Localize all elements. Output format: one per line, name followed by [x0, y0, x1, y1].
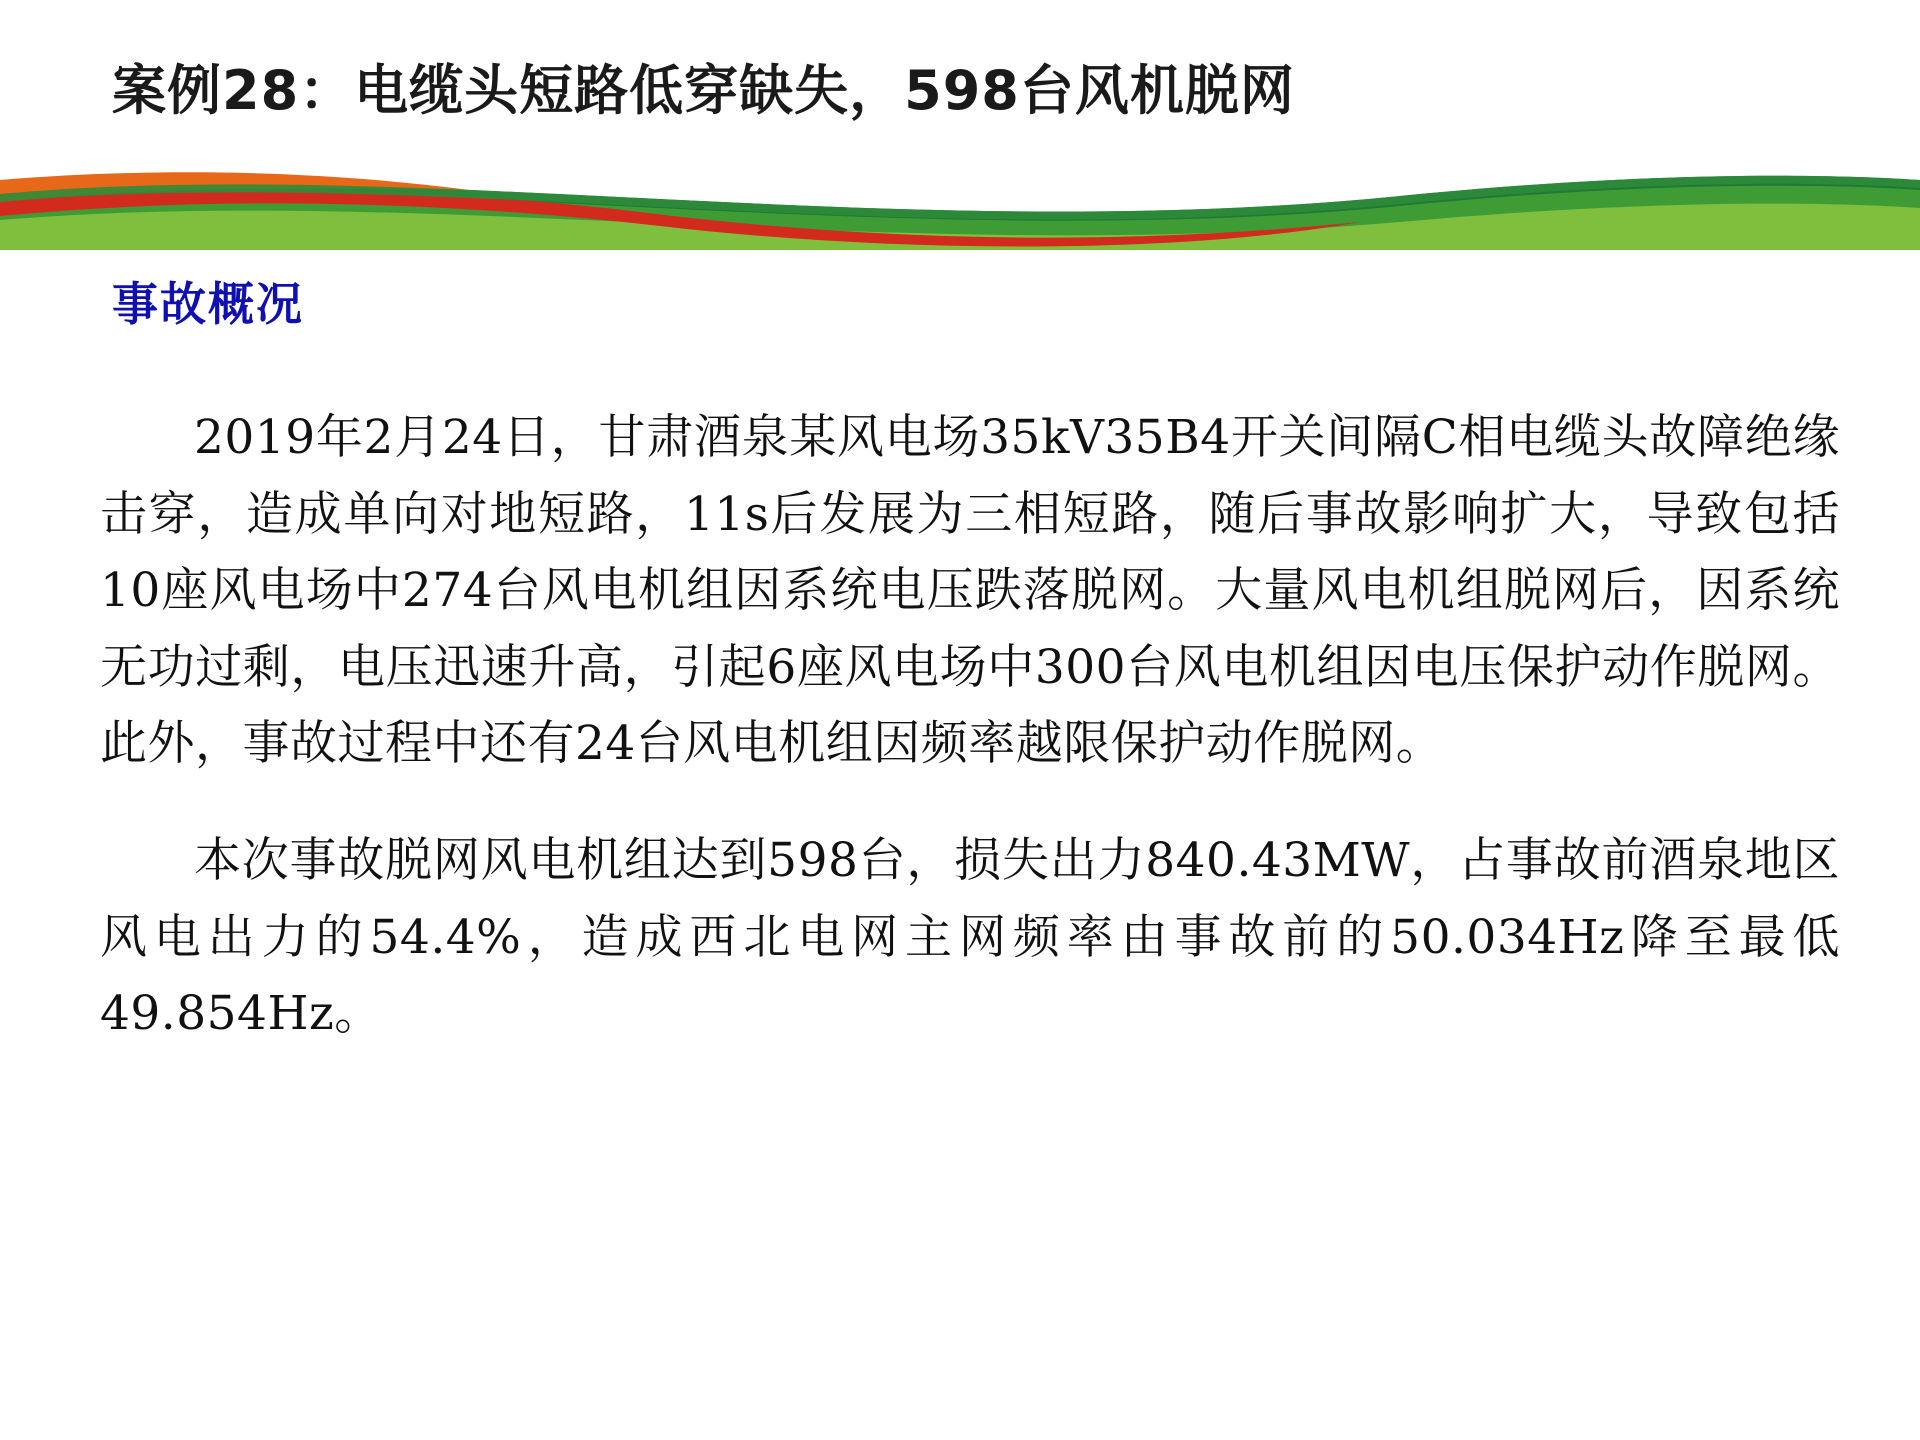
swoosh-graphic — [0, 150, 1920, 250]
section-heading-overview: 事故概况 — [112, 277, 304, 331]
paragraph-incident-description: 2019年2月24日，甘肃酒泉某风电场35kV35B4开关间隔C相电缆头故障绝缘击穿，造成单向对地短路，11s后发展为三相短路，随后事故影响扩大，导致包括10座风电场中274台风电机组因系统电压跌落脱网。大量风电机组脱网后，因系统无功过剩，电压迅速升高，引起6座风电场中300台风电机组因电压保护动作脱网。此外，事故过程中还有24台风电机组因频率越限保护动作脱网。 — [100, 410, 1840, 772]
paragraph-impact-summary: 本次事故脱网风电机组达到598台，损失出力840.43MW，占事故前酒泉地区风电出力的54.4%，造成西北电网主网频率由事故前的50.034Hz降至最低49.854Hz。 — [100, 833, 1840, 1042]
decorative-swoosh-band — [0, 150, 1920, 250]
page-title: 案例28：电缆头短路低穿缺失，598台风机脱网 — [112, 59, 1295, 122]
body-content — [100, 400, 1840, 1087]
